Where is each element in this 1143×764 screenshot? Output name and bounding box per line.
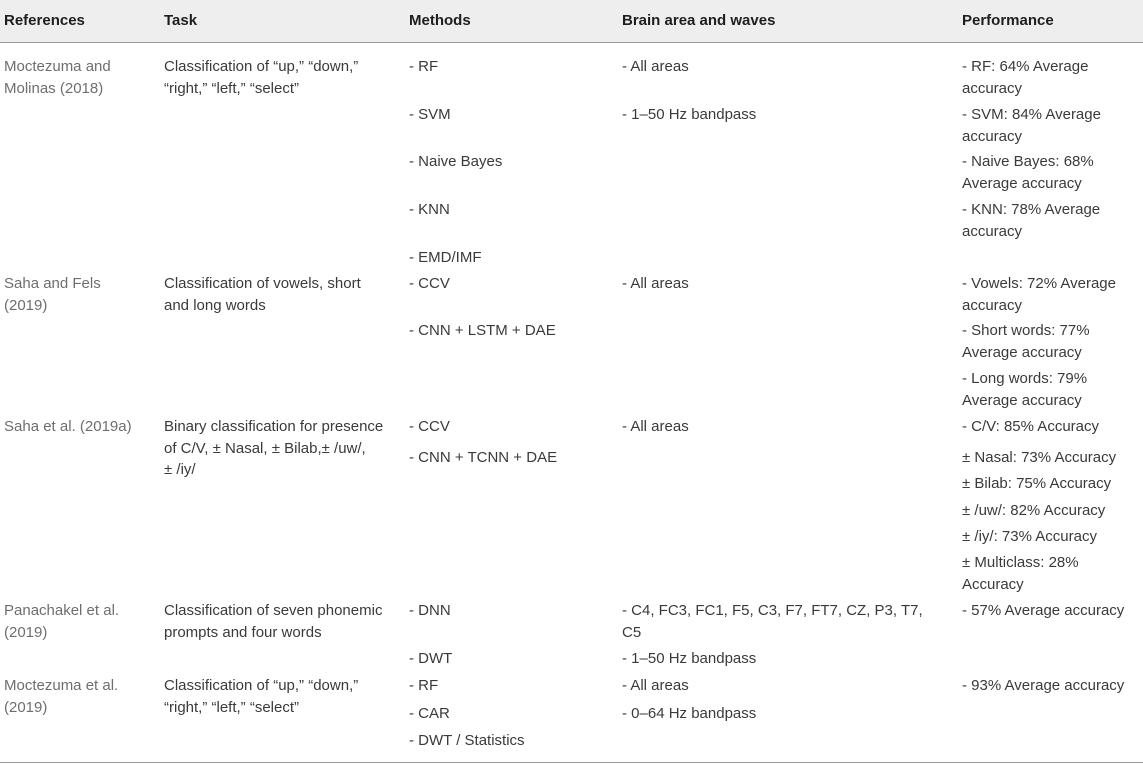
row5-task: Classification of “up,” “down,” “right,” “left,” “select”: [164, 677, 359, 716]
row1-method: - KNN: [409, 201, 450, 218]
row4-brain: - 1–50 Hz bandpass: [622, 650, 757, 667]
row3-method: - CNN + TCNN + DAE: [409, 449, 558, 466]
header-methods: Methods: [409, 12, 471, 29]
row3-performance: ± /uw/: 82% Accuracy: [962, 502, 1106, 519]
row3-brain: - All areas: [622, 418, 689, 435]
row2-reference: Saha and Fels (2019): [4, 275, 101, 314]
row1-task: Classification of “up,” “down,” “right,” “left,” “select”: [164, 58, 359, 97]
row5-method: - RF: [409, 677, 439, 694]
row5-brain: - 0–64 Hz bandpass: [622, 705, 757, 722]
row3-method: - CCV: [409, 418, 450, 435]
row1-brain: - All areas: [622, 58, 689, 75]
row2-task: Classification of vowels, short and long words: [164, 275, 361, 314]
row4-method: - DNN: [409, 602, 451, 619]
header-task: Task: [164, 12, 198, 29]
row3-task: Binary classification for presence of C/V, ± Nasal, ± Bilab,± /uw/, ± /iy/: [164, 418, 384, 478]
row1-method: - Naive Bayes: [409, 153, 503, 170]
row2-method: - CNN + LSTM + DAE: [409, 322, 556, 339]
row1-performance: - SVM: 84% Average accuracy: [962, 106, 1101, 145]
row2-performance: - Vowels: 72% Average accuracy: [962, 275, 1116, 314]
row2-performance: - Short words: 77% Average accuracy: [962, 322, 1090, 361]
row3-performance: ± Multiclass: 28% Accuracy: [962, 554, 1079, 593]
row4-reference: Panachakel et al. (2019): [4, 602, 120, 641]
row3-performance: ± Nasal: 73% Accuracy: [962, 449, 1117, 466]
row1-performance: - RF: 64% Average accuracy: [962, 58, 1089, 97]
row5-performance: - 93% Average accuracy: [962, 677, 1125, 694]
row1-performance: - KNN: 78% Average accuracy: [962, 201, 1101, 240]
row1-reference: Moctezuma and Molinas (2018): [4, 58, 111, 97]
row3-reference: Saha et al. (2019a): [4, 418, 132, 435]
row3-performance: ± Bilab: 75% Accuracy: [962, 475, 1112, 492]
row1-brain: - 1–50 Hz bandpass: [622, 106, 757, 123]
row4-brain: - C4, FC3, FC1, F5, C3, F7, FT7, CZ, P3, T7, C5: [622, 602, 923, 641]
header-references: References: [4, 12, 85, 29]
row1-method: - SVM: [409, 106, 451, 123]
row5-reference: Moctezuma et al. (2019): [4, 677, 119, 716]
table-bottom-rule: [0, 762, 1143, 763]
row2-performance: - Long words: 79% Average accuracy: [962, 370, 1088, 409]
row5-brain: - All areas: [622, 677, 689, 694]
row1-method: - RF: [409, 58, 439, 75]
row5-method: - DWT / Statistics: [409, 732, 525, 749]
header-brain-area: Brain area and waves: [622, 12, 776, 29]
row2-brain: - All areas: [622, 275, 689, 292]
row3-performance: ± /iy/: 73% Accuracy: [962, 528, 1097, 545]
row5-method: - CAR: [409, 705, 450, 722]
row4-performance: - 57% Average accuracy: [962, 602, 1125, 619]
row4-method: - DWT: [409, 650, 453, 667]
row3-performance: - C/V: 85% Accuracy: [962, 418, 1099, 435]
header-divider: [0, 42, 1143, 43]
row1-performance: - Naive Bayes: 68% Average accuracy: [962, 153, 1094, 192]
row1-method: - EMD/IMF: [409, 249, 482, 266]
header-performance: Performance: [962, 12, 1054, 29]
row4-task: Classification of seven phonemic prompts and four words: [164, 602, 383, 641]
row2-method: - CCV: [409, 275, 450, 292]
